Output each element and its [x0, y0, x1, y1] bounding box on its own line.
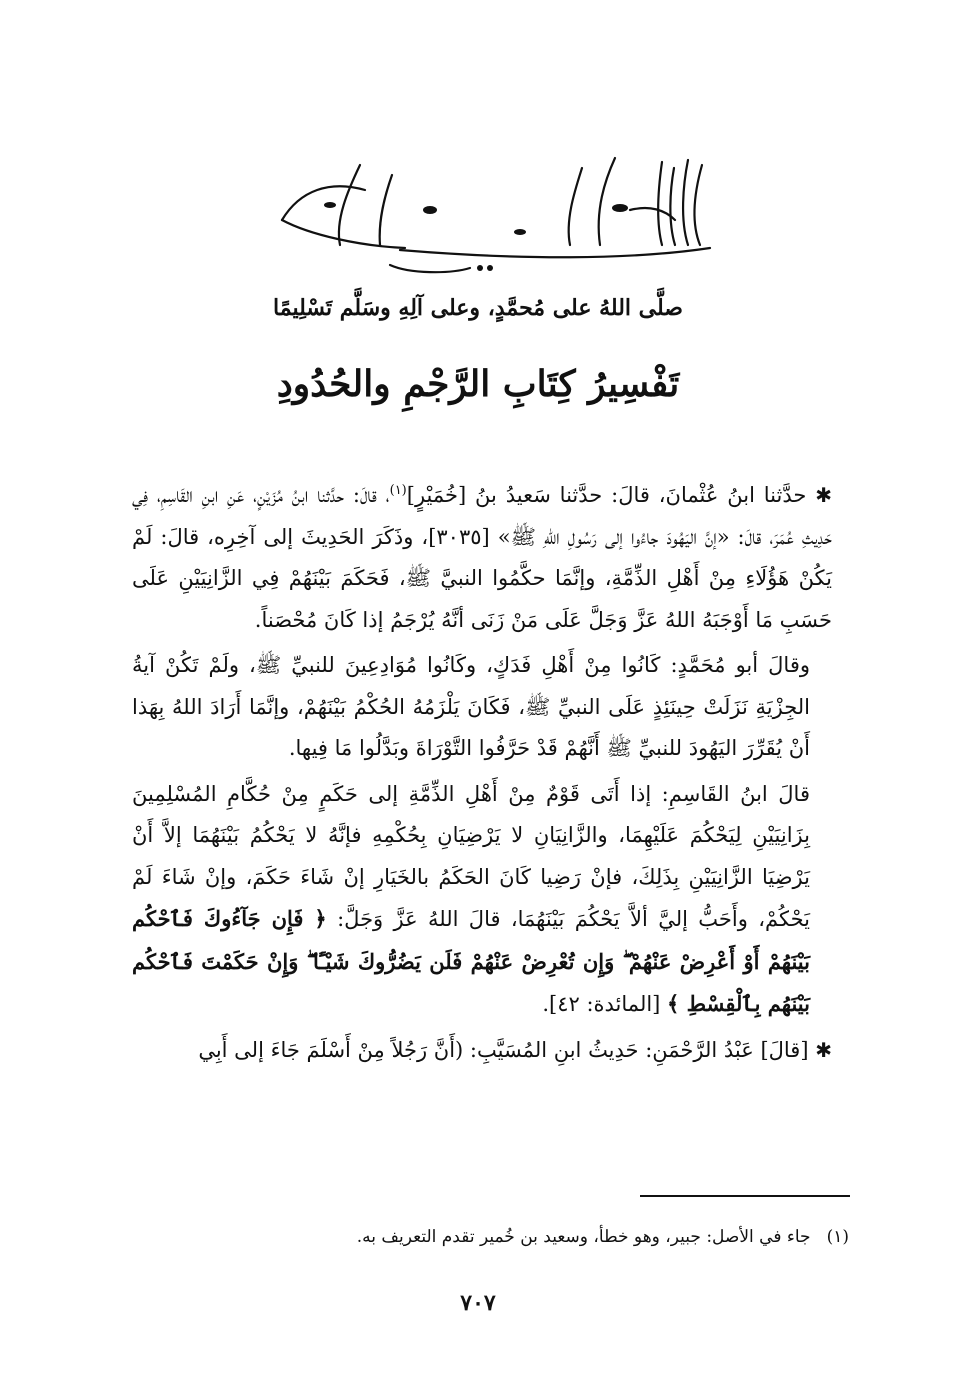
main-text — [132, 470, 832, 1071]
paragraph-3-text: قالَ ابنُ القَاسِمِ: إذا أَتَى قَوْمٌ مِنْ أَهْلِ الذِّمَّةِ إلى حَكَمٍ مِنْ حُكَّامِ المُسْلِمِينَ بِزَانِيَيْنِ لِيَحْكُمَ عَلَيْهِمَا، والزَّانِيَانِ لا يَرْضِيَانِ بِحُكْمِهِ فإنَّهُ لا يَحْكُمُ بَيْنَهُمَا إلاَّ أَنْ يَرْضِيَا الزَّانِيَيْنِ بِذَلِكَ، فإنْ رَضِيا كَانَ الحَكَمُ بالخَيَارِ إنْ شَاءَ حَكَمَ، وإنْ شَاءَ لَمْ يَحْكُمْ، وأَحَبُّ إليَّ ألاَّ يَحْكُمَ بَيْنَهُمَا، قالَ اللهُ عَزَّ وَجَلَّ: — [132, 781, 810, 931]
quran-verse: ﴿ فَإِن جَآءُوكَ فَٱحْكُم بَيْنَهُمْ أَوْ أَعْرِضْ عَنْهُمْ ۖ وَإِن تُعْرِضْ عَنْهُمْ فَلَن يَضُرُّوكَ شَيْـًٔا ۖ وَإِنْ حَكَمْتَ فَٱحْكُم بَيْنَهُم بِٱلْقِسْطِ ﴾ — [132, 906, 810, 1016]
footnote-text: جاء في الأصل: جبير، وهو خطأ، وسعيد بن خُمير تقدم التعريف به. — [356, 1227, 811, 1247]
star-marker: ✱ — [815, 1037, 832, 1062]
paragraph-1-text-a: حدَّثنا ابنُ عُثْمانَ، قالَ: حدَّثنا سَعيدُ بنُ [خُمَيْرٍ] — [406, 483, 807, 507]
salawat-line: صلَّى اللهُ على مُحمَّدٍ، وعلى آلِهِ وسَلَّم تَسْلِيمًا — [273, 295, 683, 321]
basmala-text — [270, 188, 720, 223]
paragraph-4-text: [قالَ] عَبْدُ الرَّحْمَنِ: حَدِيثُ ابنِ المُسَيَّبِ: (أَنَّ رَجُلاً مِنْ أَسْلَمَ جَاءَ إلى أَبِي — [198, 1037, 809, 1062]
paragraph-2: وقالَ أبو مُحَمَّدٍ: كَانُوا مِنْ أَهْلِ فَدَكٍ، وكَانُوا مُوَادِعِينَ للنبيِّ ﷺ، ولَمْ تَكُنْ آيةُ الجِزْيَةِ نَزَلَتْ حِينَئِذٍ عَلَى النبيِّ ﷺ، فَكَانَ يَلْزَمُهُ الحُكْمُ بَيْنَهُمْ، وإنَّمَا أَرَادَ اللهُ بِهَذا أَنْ يُقَرِّرَ اليَهُودَ للنبيِّ ﷺ أَنَّهُمْ قَدْ حَرَّفُوا التَّوْرَاةَ وبَدَّلُوا مَا فِيها. — [132, 653, 810, 760]
footnote — [132, 1222, 849, 1252]
footnote-ref[interactable]: (١) — [389, 483, 407, 498]
paragraph-3 — [132, 774, 832, 1026]
star-marker: ✱ — [815, 483, 832, 507]
page-number: ٧٠٧ — [460, 1290, 496, 1316]
footnote-divider — [640, 1195, 850, 1197]
paragraph-1 — [132, 470, 832, 641]
paragraph-4 — [132, 1030, 832, 1072]
paragraph-1-text-b: ، قالَ: حدَّثنا ابنُ مُزَيْنٍ، عَنِ ابنِ القَاسِمِ، فِي حَدِيثِ عُمَرَ، قالَ: «إنَّ اليَهُودَ جاءُوا إلى رَسُولِ اللهِ ﷺ» [٣٠٣٥]، وذَكَرَ الحَدِيثَ إلى آخِرِه، قالَ: لَمْ يَكُنْ هَؤُلَاءِ مِنْ أَهْلِ الذِّمَّةِ، وإنَّمَا حكَّمُوا النبيَّ ﷺ، فَحَكَمَ بَيْنَهُمْ فِي الزَّانِيَيْنِ عَلَى حَسَبِ مَا أَوْجَبَهُ اللهُ عَزَّ وَجَلَّ عَلَى مَنْ زَنَى أنَّهُ يُرْجَمُ إذا كَانَ مُحْصَناً. — [132, 483, 832, 632]
verse-citation: [المائدة: ٤٢]. — [542, 992, 668, 1016]
chapter-title: تَفْسِيرُ كِتَابِ الرَّجْمِ والحُدُودِ — [276, 363, 680, 405]
footnote-number: (١) — [826, 1227, 849, 1247]
